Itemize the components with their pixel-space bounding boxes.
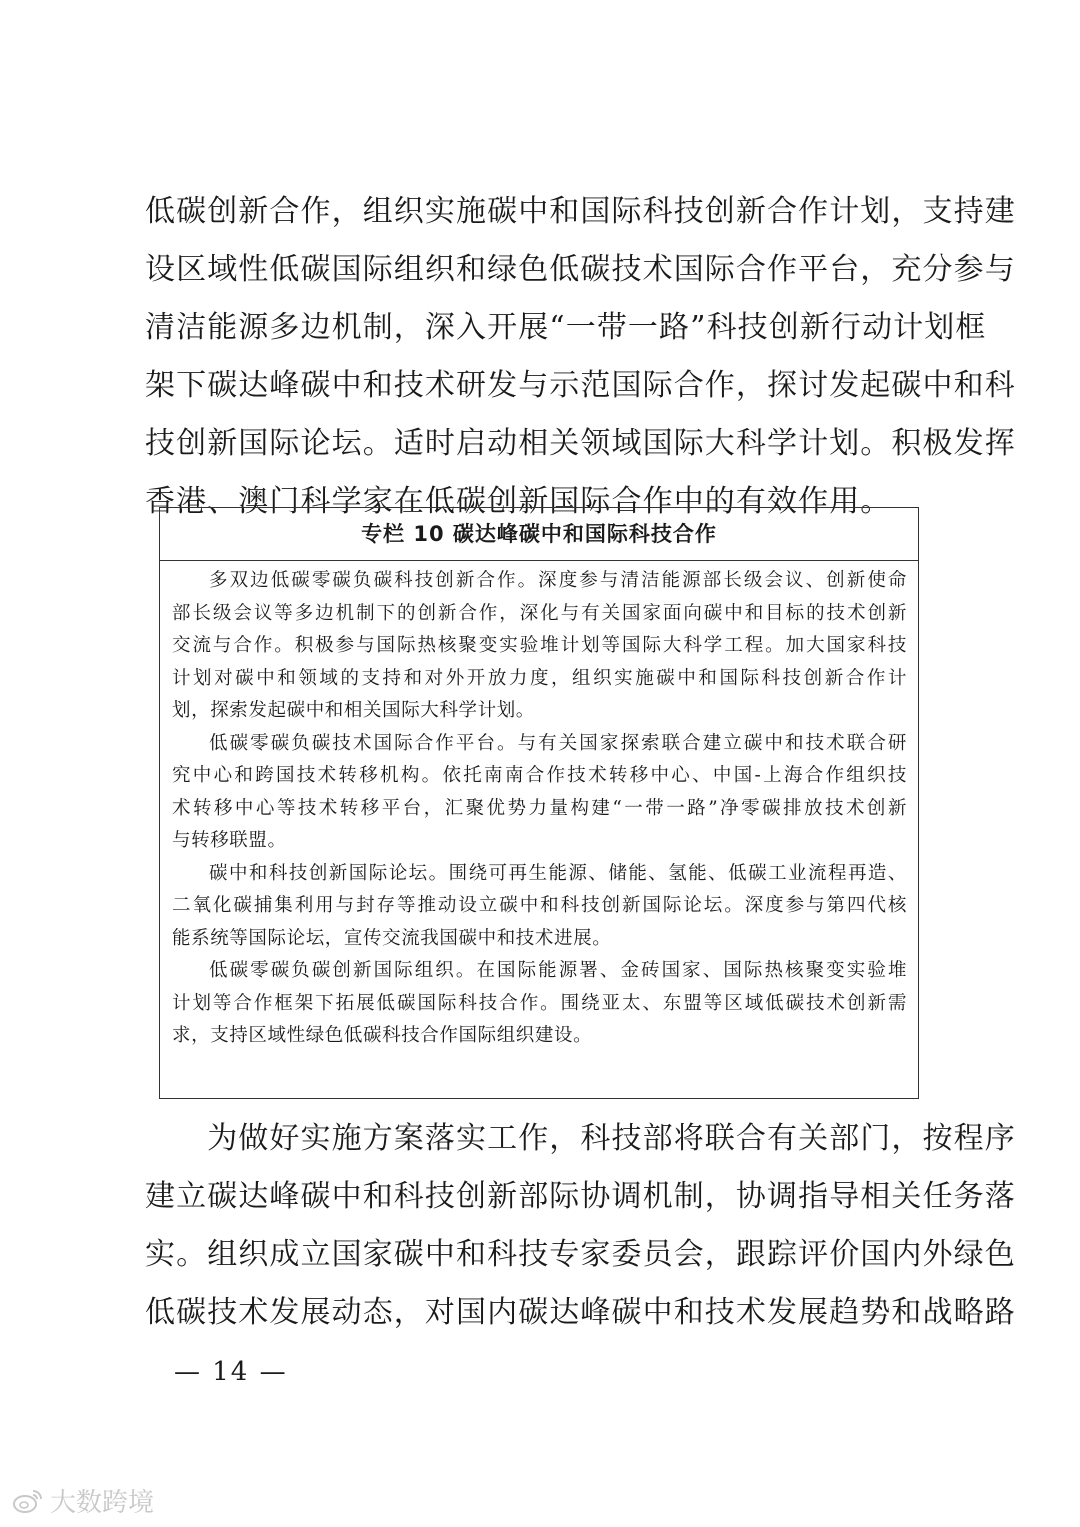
page-number: — 14 — xyxy=(174,1357,288,1387)
bottom-paragraph xyxy=(145,1110,1016,1342)
box-paragraph xyxy=(172,565,907,728)
box-line: 能系统等国际论坛，宣传交流我国碳中和技术进展。 xyxy=(172,927,612,949)
top-paragraph xyxy=(145,183,1016,531)
box-line: 计划对碳中和领域的支持和对外开放力度，组织实施碳中和国际科技创新合作计 xyxy=(172,667,907,689)
box-line: 求，支持区域性绿色低碳科技合作国际组织建设。 xyxy=(172,1025,593,1046)
paragraph-line: 设区域性低碳国际组织和绿色低碳技术国际合作平台，充分参与 xyxy=(145,252,1016,287)
box-line: 究中心和跨国技术转移机构。依托南南合作技术转移中心、中国-上海合作组织技 xyxy=(172,765,907,786)
box-line: 低碳零碳负碳技术国际合作平台。与有关国家探索联合建立碳中和技术联合研 xyxy=(209,732,907,754)
box-paragraph xyxy=(172,728,907,858)
paragraph-line: 低碳创新合作，组织实施碳中和国际科技创新合作计划，支持建 xyxy=(145,194,1016,229)
watermark xyxy=(12,1482,154,1519)
box-line: 与转移联盟。 xyxy=(172,830,287,851)
paragraph-line: 清洁能源多边机制，深入开展“一带一路”科技创新行动计划框 xyxy=(145,310,987,345)
paragraph-line: 为做好实施方案落实工作，科技部将联合有关部门，按程序 xyxy=(145,1121,1016,1156)
paragraph-line: 技创新国际论坛。适时启动相关领域国际大科学计划。积极发挥 xyxy=(145,426,1016,461)
box-line: 低碳零碳负碳创新国际组织。在国际能源署、金砖国家、国际热核聚变实验堆 xyxy=(209,960,907,981)
box-body xyxy=(160,561,907,1053)
box-line: 部长级会议等多边机制下的创新合作，深化与有关国家面向碳中和目标的技术创新 xyxy=(172,602,907,624)
box-paragraph xyxy=(172,858,907,956)
box-line: 二氧化碳捕集利用与封存等推动设立碳中和科技创新国际论坛。深度参与第四代核 xyxy=(172,895,907,916)
weibo-logo-icon xyxy=(12,1488,44,1514)
box-line: 交流与合作。积极参与国际热核聚变实验堆计划等国际大科学工程。加大国家科技 xyxy=(172,635,907,656)
paragraph-line: 架下碳达峰碳中和技术研发与示范国际合作，探讨发起碳中和科 xyxy=(145,368,1016,403)
watermark-text: 大数跨境 xyxy=(50,1488,155,1518)
box-line: 计划等合作框架下拓展低碳国际科技合作。围绕亚太、东盟等区域低碳技术创新需 xyxy=(172,992,907,1014)
paragraph-line: 香港、澳门科学家在低碳创新国际合作中的有效作用。 xyxy=(145,484,892,519)
box-line: 划，探索发起碳中和相关国际大科学计划。 xyxy=(172,700,535,721)
box-line: 术转移中心等技术转移平台，汇聚优势力量构建“一带一路”净零碳排放技术创新 xyxy=(172,797,907,819)
box-title: 专栏 10 碳达峰碳中和国际科技合作 xyxy=(160,508,918,561)
box-line: 多双边低碳零碳负碳科技创新合作。深度参与清洁能源部长级会议、创新使命 xyxy=(209,570,907,591)
box-paragraph xyxy=(172,955,907,1053)
sidebar-box xyxy=(159,507,919,1099)
paragraph-line: 低碳技术发展动态，对国内碳达峰碳中和技术发展趋势和战略路 xyxy=(145,1295,1016,1330)
paragraph-line: 实。组织成立国家碳中和科技专家委员会，跟踪评价国内外绿色 xyxy=(145,1237,1016,1272)
box-line: 碳中和科技创新国际论坛。围绕可再生能源、储能、氢能、低碳工业流程再造、 xyxy=(209,862,907,884)
paragraph-line: 建立碳达峰碳中和科技创新部际协调机制，协调指导相关任务落 xyxy=(145,1179,1016,1214)
